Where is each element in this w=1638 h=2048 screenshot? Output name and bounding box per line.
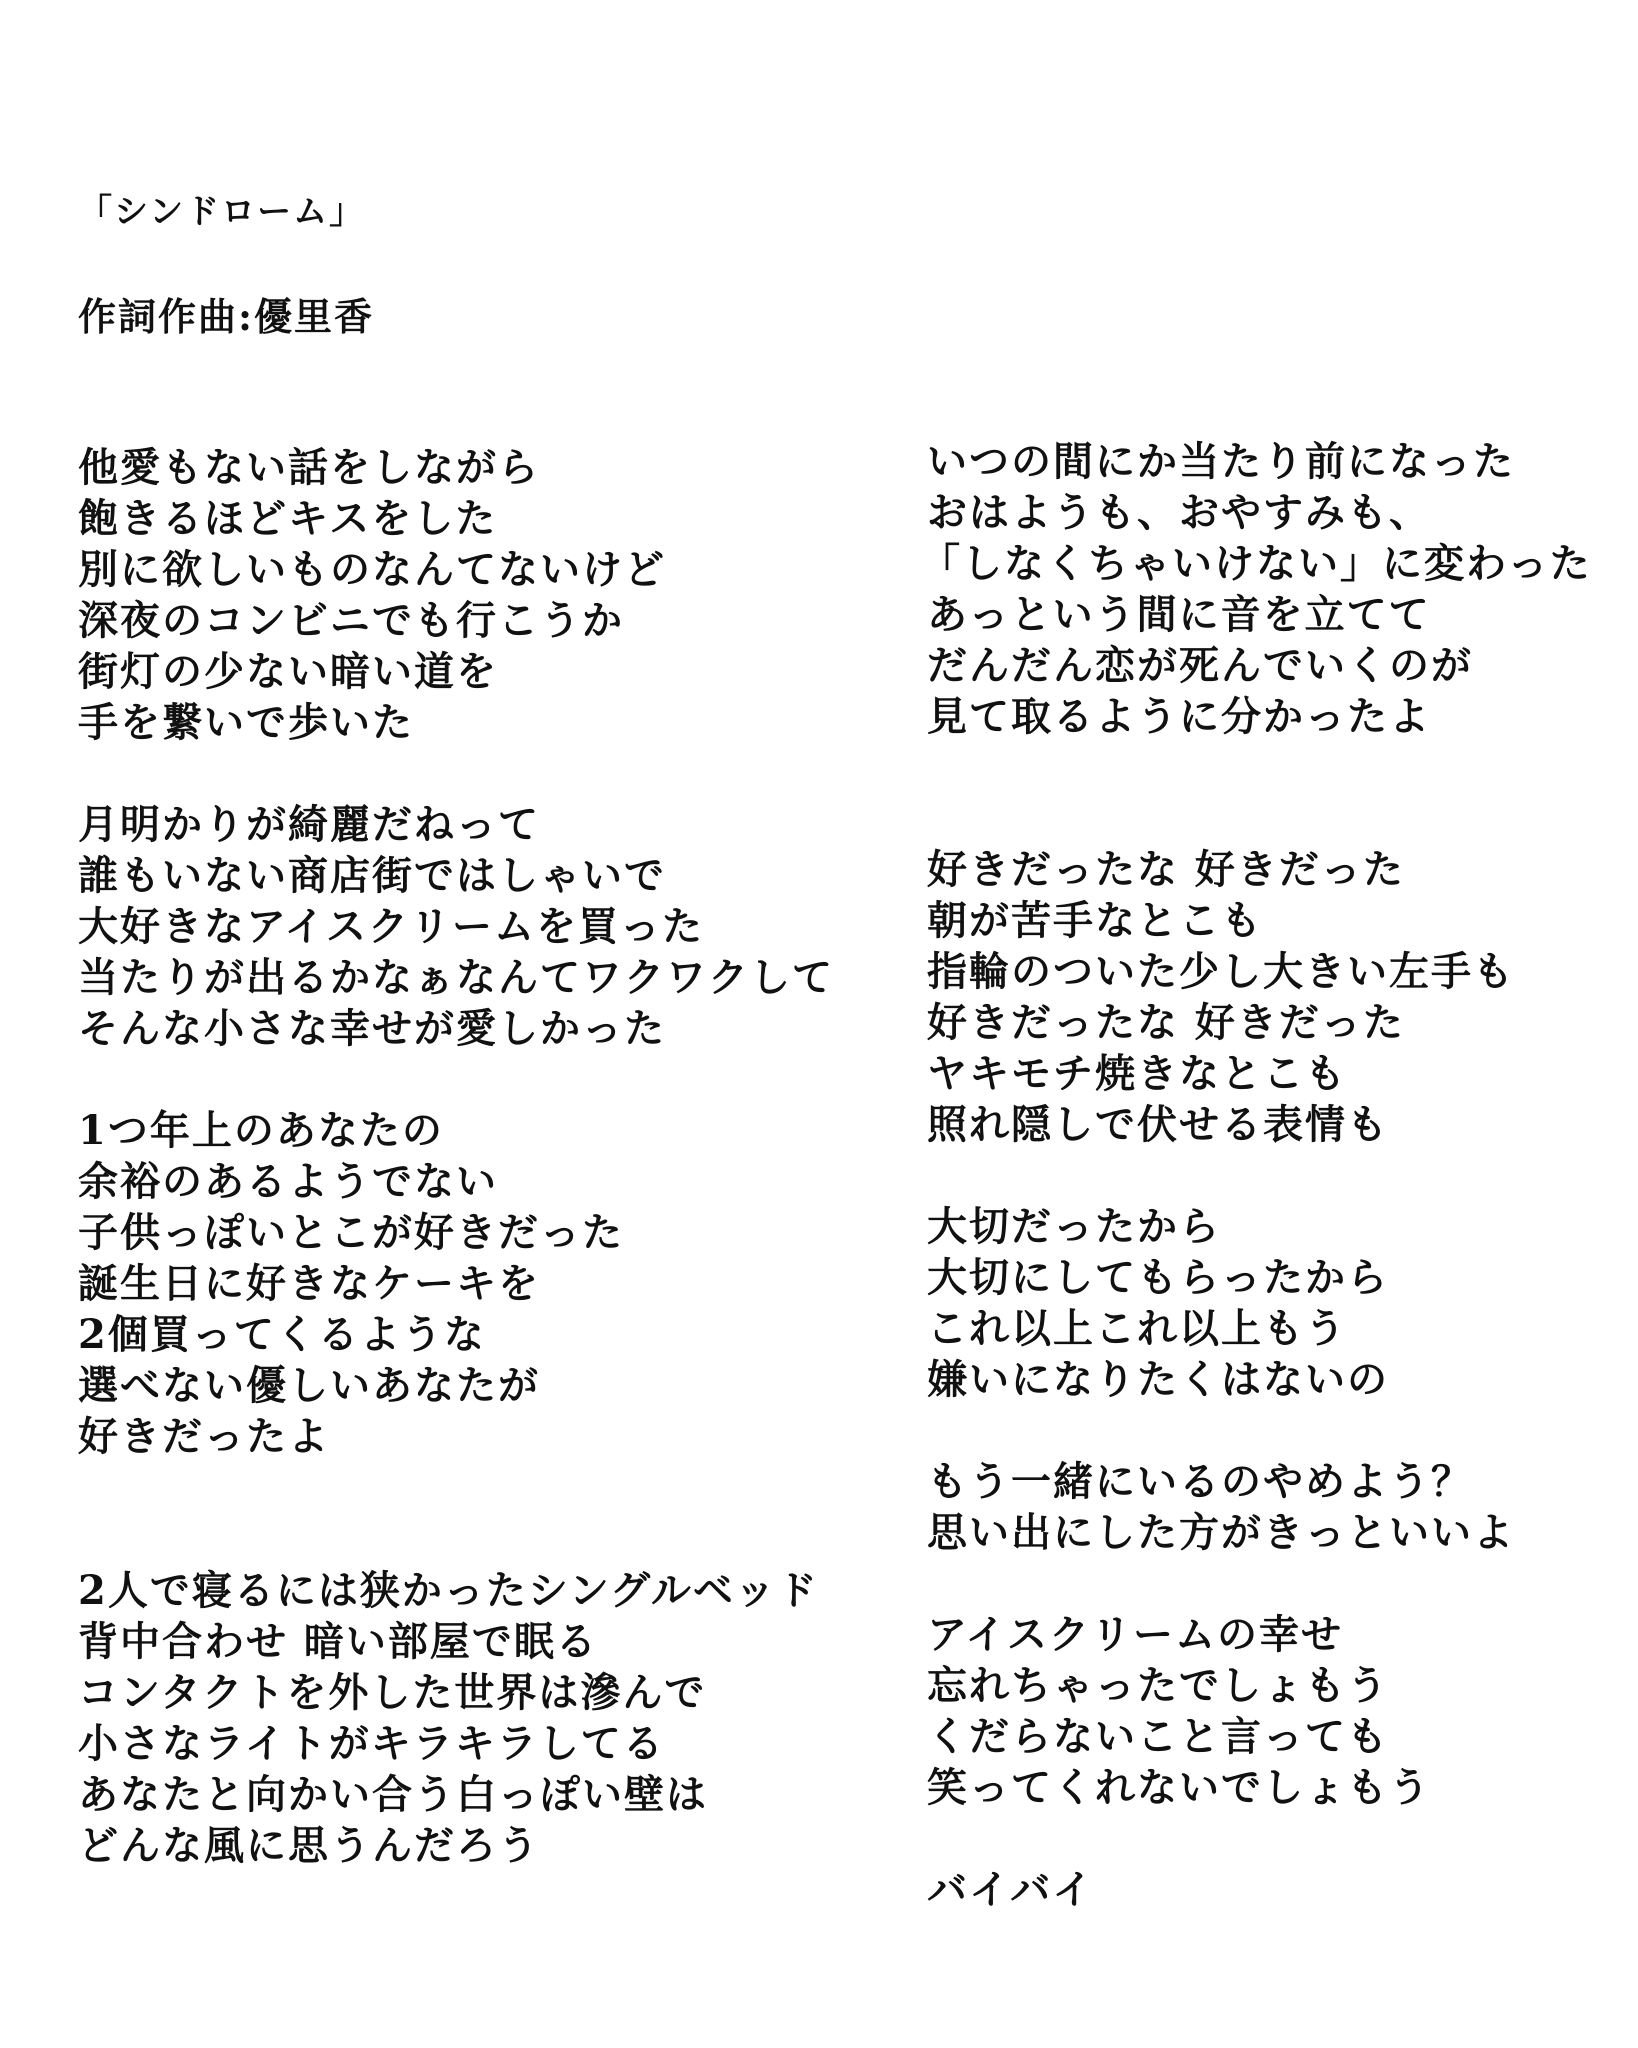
lyric-line: 背中合わせ 暗い部屋で眠る bbox=[78, 1618, 598, 1665]
lyric-line: だんだん恋が死んでいくのが bbox=[927, 642, 1473, 689]
lyric-line: 嫌いになりたくはないの bbox=[927, 1356, 1389, 1403]
lyric-line: あっという間に音を立てて bbox=[927, 591, 1431, 638]
lyric-line: 好きだったな 好きだった bbox=[927, 846, 1405, 893]
lyric-line: 2人で寝るには狭かったシングルベッド bbox=[78, 1567, 819, 1614]
lyric-line: 手を繋いで歩いた bbox=[78, 699, 414, 746]
lyric-line: 好きだったよ bbox=[78, 1413, 330, 1460]
lyric-line: 当たりが出るかなぁなんてワクワクして bbox=[78, 954, 834, 1001]
lyric-line: 選べない優しいあなたが bbox=[78, 1362, 540, 1409]
lyric-line: 深夜のコンビニでも行こうか bbox=[78, 597, 624, 644]
lyric-line: 思い出にした方がきっといいよ bbox=[927, 1509, 1515, 1556]
lyric-line: 見て取るように分かったよ bbox=[927, 693, 1431, 740]
lyric-line: おはようも、おやすみも、 bbox=[927, 489, 1431, 536]
lyric-line: 月明かりが綺麗だねって bbox=[78, 801, 540, 848]
lyric-line: 余裕のあるようでない bbox=[78, 1158, 498, 1205]
lyric-line: いつの間にか当たり前になった bbox=[927, 438, 1515, 485]
lyric-line: アイスクリームの幸せ bbox=[927, 1611, 1343, 1658]
lyric-line: もう一緒にいるのやめよう？ bbox=[927, 1458, 1473, 1505]
lyric-line: 2個買ってくるような bbox=[78, 1311, 486, 1358]
lyric-line: 大好きなアイスクリームを買った bbox=[78, 903, 704, 950]
lyric-line: 笑ってくれないでしょもう bbox=[927, 1764, 1431, 1811]
lyric-line: 指輪のついた少し大きい左手も bbox=[927, 948, 1515, 995]
lyric-line: 街灯の少ない暗い道を bbox=[78, 648, 498, 695]
song-title: 「シンドローム」 bbox=[78, 192, 366, 232]
lyric-line: どんな風に思うんだろう bbox=[78, 1822, 540, 1869]
lyric-line: コンタクトを外した世界は滲んで bbox=[78, 1669, 707, 1716]
lyric-line: 大切にしてもらったから bbox=[927, 1254, 1389, 1301]
lyric-line: そんな小さな幸せが愛しかった bbox=[78, 1005, 666, 1052]
lyric-line: 大切だったから bbox=[927, 1203, 1221, 1250]
lyric-line: 「しなくちゃいけない」に変わった bbox=[920, 540, 1592, 587]
lyric-line: 小さなライトがキラキラしてる bbox=[78, 1720, 665, 1767]
lyric-line: バイバイ bbox=[927, 1866, 1095, 1913]
lyric-line: くだらないこと言っても bbox=[927, 1713, 1389, 1760]
lyric-line: これ以上これ以上もう bbox=[927, 1305, 1347, 1352]
lyric-line: 朝が苦手なとこも bbox=[927, 897, 1263, 944]
lyric-line: あなたと向かい合う白っぽい壁は bbox=[78, 1771, 708, 1818]
lyric-line: 別に欲しいものなんてないけど bbox=[78, 546, 666, 593]
lyric-line: 子供っぽいとこが好きだった bbox=[78, 1209, 624, 1256]
lyric-line: ヤキモチ焼きなとこも bbox=[927, 1050, 1347, 1097]
lyric-line: 好きだったな 好きだった bbox=[927, 999, 1405, 1046]
credit-line: 作詞作曲:優里香 bbox=[78, 294, 375, 339]
lyric-line: 1つ年上のあなたの bbox=[78, 1107, 444, 1154]
lyric-line: 誰もいない商店街ではしゃいで bbox=[78, 852, 666, 899]
lyric-line: 他愛もない話をしながら bbox=[78, 444, 540, 491]
lyric-line: 誕生日に好きなケーキを bbox=[78, 1260, 540, 1307]
lyric-line: 照れ隠しで伏せる表情も bbox=[927, 1101, 1389, 1148]
lyric-line: 忘れちゃったでしょもう bbox=[927, 1662, 1389, 1709]
lyric-line: 飽きるほどキスをした bbox=[78, 495, 498, 542]
